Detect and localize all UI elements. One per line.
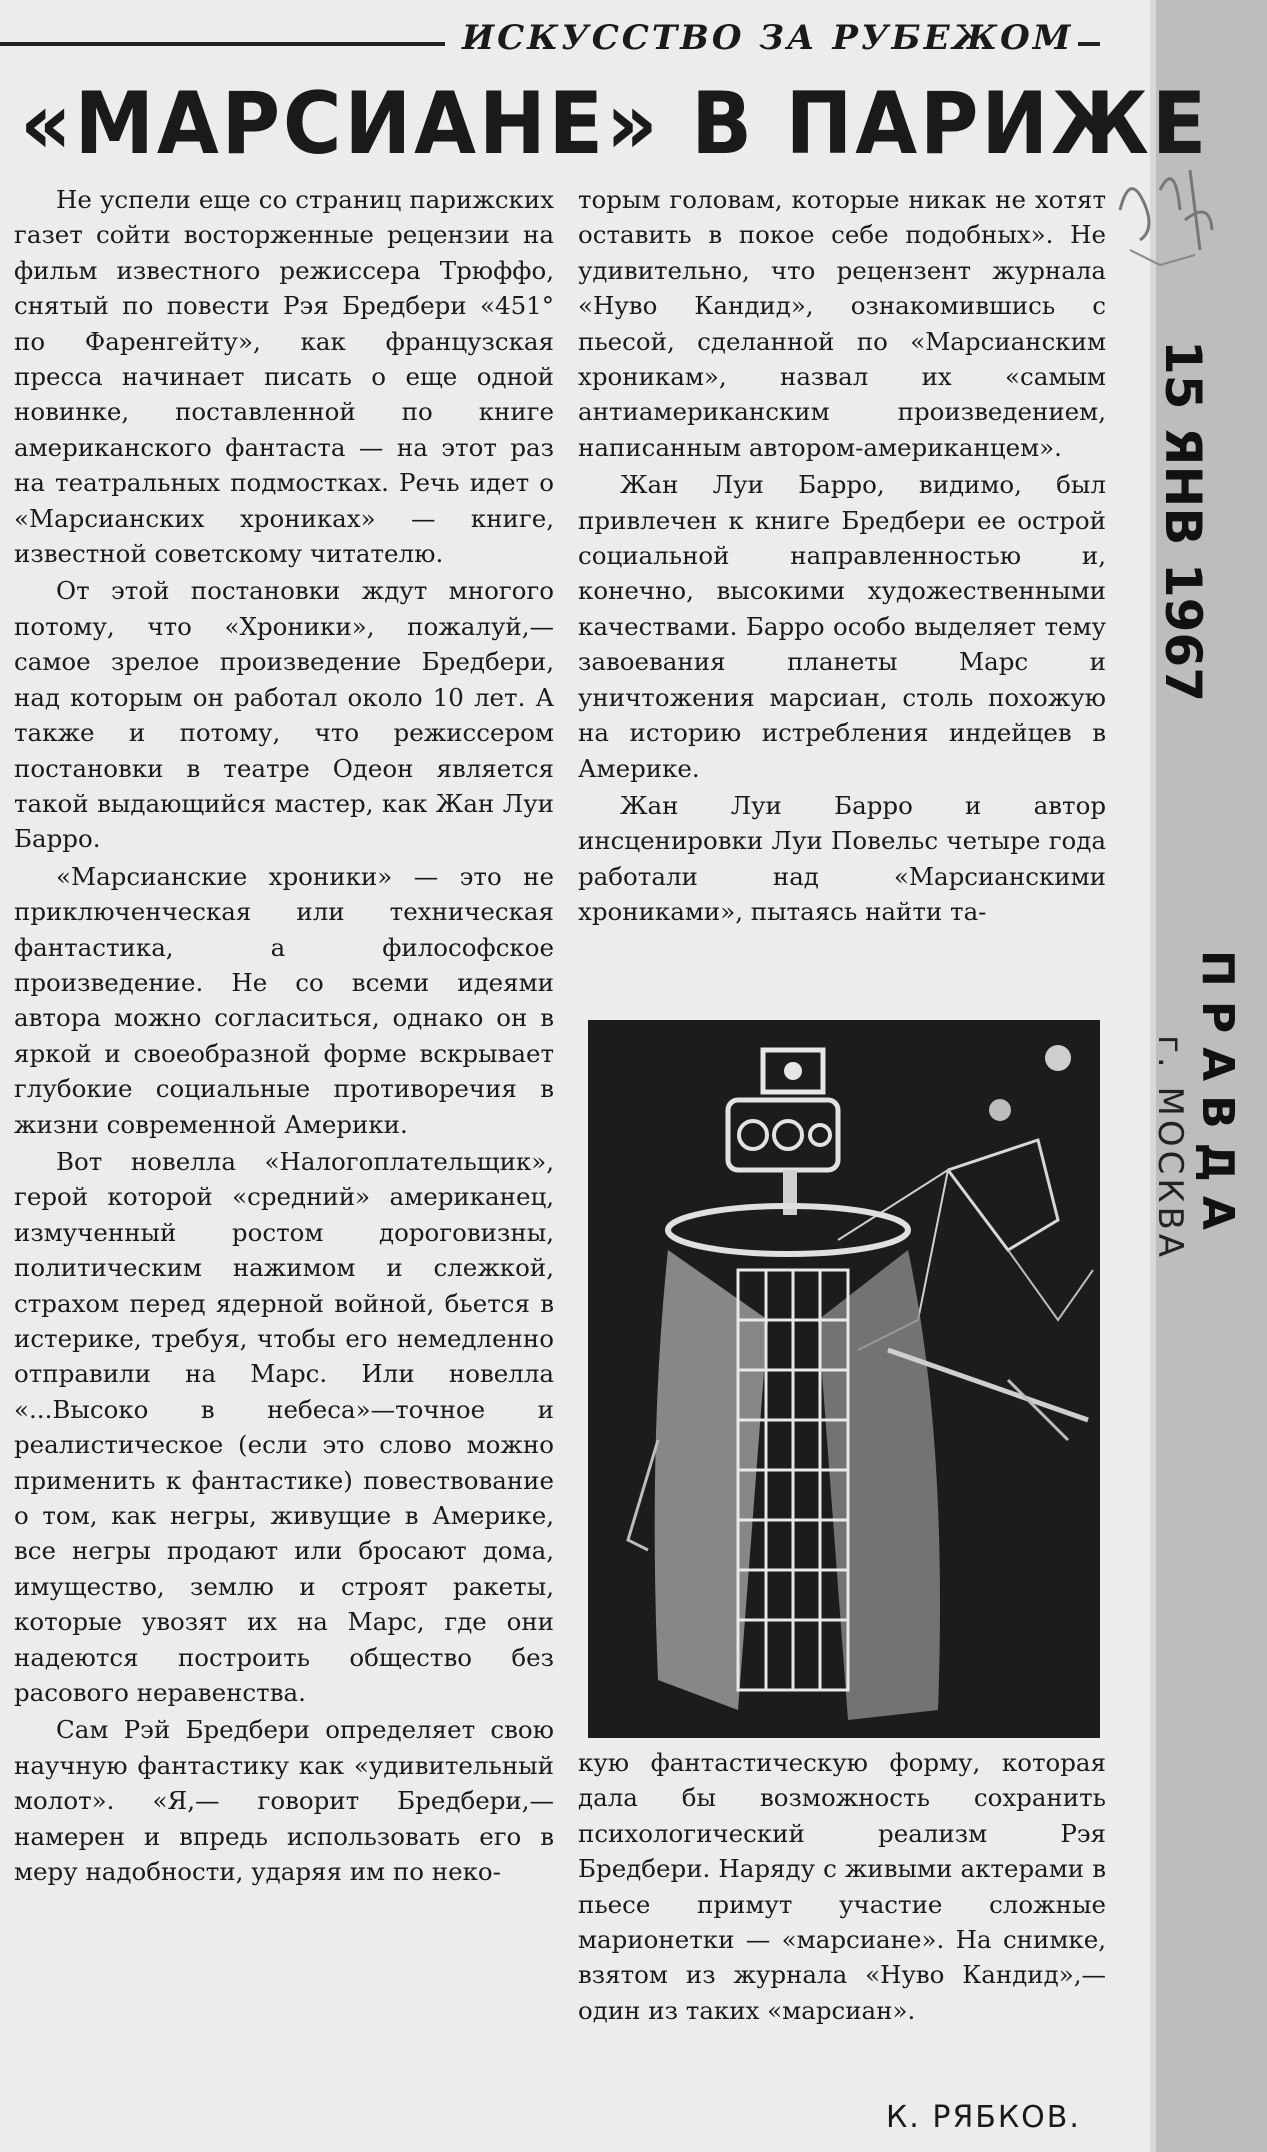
article-column-2-top <box>578 182 1106 932</box>
article-column-2-bottom <box>578 1745 1106 2030</box>
paragraph: Сам Рэй Бредбери определяет свою научную фантастику как «удивительный молот». «Я,— говорит Бредбери,— намерен и впредь использовать его в меру надобности, ударяя им по неко- <box>14 1715 554 1887</box>
paragraph: От этой постановки ждут многого потому, что «Хроники», пожалуй,—самое зрелое произведение Бредбери, над которым он работал около 10 лет. А также и потому, что режиссером постановки в театре Одеон является такой выдающийся мастер, как Жан Луи Барро. <box>14 576 554 854</box>
handwritten-note <box>1100 130 1220 280</box>
article-headline: «МАРСИАНЕ» В ПАРИЖЕ <box>20 74 1210 174</box>
paragraph: Вот новелла «Налогоплательщик», герой которой «средний» американец, измученный ростом дороговизны, политическим нажимом и слежкой, страхом перед ядерной войной, бьется в истерике, требуя, чтобы его немедленно отправили на Марс. Или новелла «...Высоко в небеса»—точное и реалистическое (если это слово можно применить к фантастике) повествование о том, как негры, живущие в Америке, все негры продают или бросают дома, имущество, землю и строят ракеты, которые увозят их на Марс, где они надеются построить общество без расового неравенства. <box>14 1146 554 1708</box>
newspaper-stamp: ПРАВДА <box>1192 950 1243 1244</box>
date-stamp: 15 ЯНВ 1967 <box>1154 340 1212 703</box>
paragraph: «Марсианские хроники» — это не приключенческая или техническая фантастика, а философское произведение. Не со всеми идеями автора можно согласиться, однако он в яркой и своеобразной форме вскрывает глубокие социальные противоречия в жизни современной Америки. <box>14 861 554 1139</box>
rubric-label: ИСКУССТВО ЗА РУБЕЖОМ <box>462 18 1074 58</box>
paragraph: Жан Луи Барро, видимо, был привлечен к книге Бредбери ее острой социальной направленностью и, конечно, высокими художественными качествами. Барро особо выделяет тему завоевания планеты Марс и уничтожения марсиан, столь похожую на историю истребления индейцев в Америке. <box>578 470 1106 783</box>
paragraph: Жан Луи Барро и автор инсценировки Луи Повельс четыре года работали над «Марсианскими хрониками», пытаясь найти та- <box>578 790 1106 927</box>
martian-puppet-photo <box>588 1020 1100 1738</box>
paragraph: торым головам, которые никак не хотят оставить в покое себе подобных». Не удивительно, что рецензент журнала «Нуво Кандид», ознакомившись с пьесой, сделанной по «Марсианским хроникам», назвал их «самым антиамериканским произведением, написанным автором-американцем». <box>578 185 1106 462</box>
rubric-rule-right <box>1078 42 1100 46</box>
article-column-1 <box>14 182 554 1892</box>
author-signature: К. РЯБКОВ. <box>886 2100 1081 2135</box>
section-rubric <box>0 18 1100 68</box>
rubric-rule-left <box>0 42 445 46</box>
paragraph: Не успели еще со страниц парижских газет сойти восторженные рецензии на фильм известного режиссера Трюффо, снятый по повести Рэя Бредбери «451° по Фаренгейту», как французская пресса начинает писать о еще одной новинке, поставленной по книге американского фантаста — на этот раз на театральных подмостках. Речь идет о «Марсианских хрониках» — книге, известной советскому читателю. <box>14 185 554 569</box>
paragraph: кую фантастическую форму, которая дала бы возможность сохранить психологический реализм Рэя Бредбери. Наряду с живыми актерами в пьесе примут участие сложные марионетки — «марсиане». На снимке, взятом из журнала «Нуво Кандид»,—один из таких «марсиан». <box>578 1748 1106 2025</box>
city-stamp: г. МОСКВА <box>1150 1035 1190 1262</box>
